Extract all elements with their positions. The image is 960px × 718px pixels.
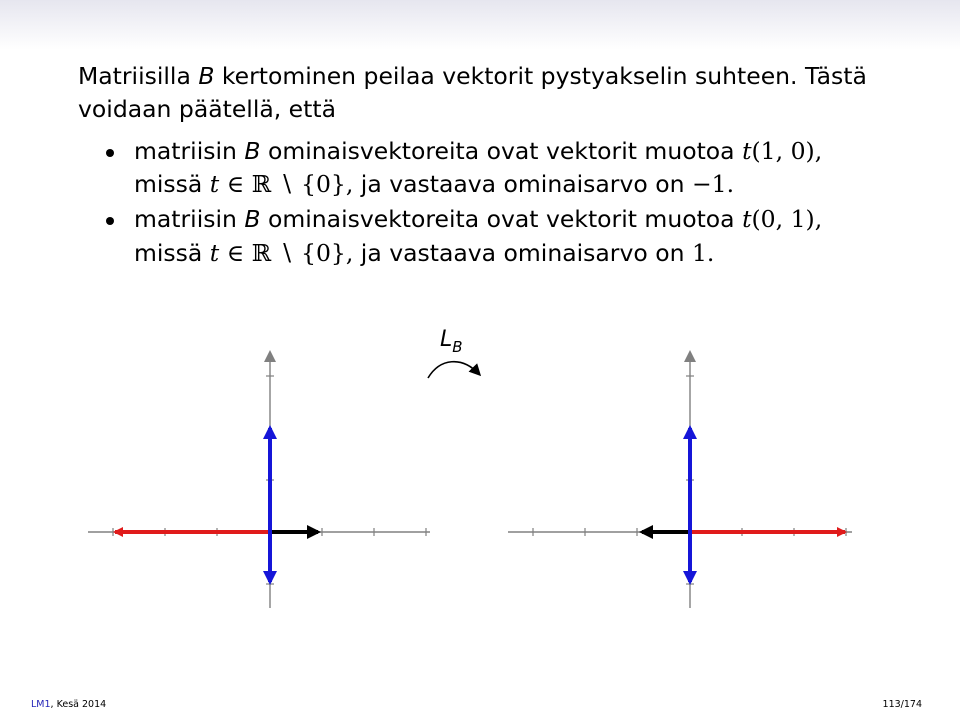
eigenvalue: 1. — [691, 238, 715, 267]
matrix-b: B — [198, 62, 215, 90]
intro-text-1: Matriisilla — [78, 62, 199, 90]
map-label: $L_B$ — [440, 327, 463, 356]
page-number: 113/174 — [882, 699, 922, 710]
bullet-text: ja vastaava ominaisarvo on — [353, 170, 692, 199]
matrix-b: B — [244, 136, 261, 165]
math-t: t — [209, 238, 220, 267]
intro-text-2: kertominen peilaa vektorit pystyakselin suhteen. Tästä voidaan päätellä, että — [78, 62, 867, 124]
curved-arrow-icon — [428, 362, 479, 378]
bullet-text: ja vastaava ominaisarvo on — [353, 238, 692, 267]
bullet-text: missä — [134, 170, 210, 199]
math-t: t — [209, 170, 220, 199]
eigenvalue: −1. — [691, 170, 735, 199]
bullet-text: matriisin — [134, 205, 245, 234]
bullet-text: missä — [134, 238, 210, 267]
math-set: ∈ ℝ ∖ {0}, — [219, 238, 354, 267]
course-code: LM1 — [31, 699, 51, 710]
footer-left — [31, 699, 106, 710]
math-t: t — [742, 205, 752, 234]
math-vector: (0, 1), — [751, 205, 823, 234]
bullet-text: ominaisvektoreita ovat vektorit muotoa — [260, 205, 743, 234]
footer-date: , Kesä 2014 — [50, 699, 107, 710]
bullet-text: matriisin — [134, 136, 245, 165]
math-set: ∈ ℝ ∖ {0}, — [219, 170, 354, 199]
right-plane — [508, 352, 852, 608]
math-t: t — [742, 136, 752, 165]
math-vector: (1, 0), — [751, 136, 823, 165]
bullet-text: ominaisvektoreita ovat vektorit muotoa — [260, 136, 743, 165]
left-plane — [88, 352, 430, 608]
matrix-b: B — [244, 205, 261, 234]
